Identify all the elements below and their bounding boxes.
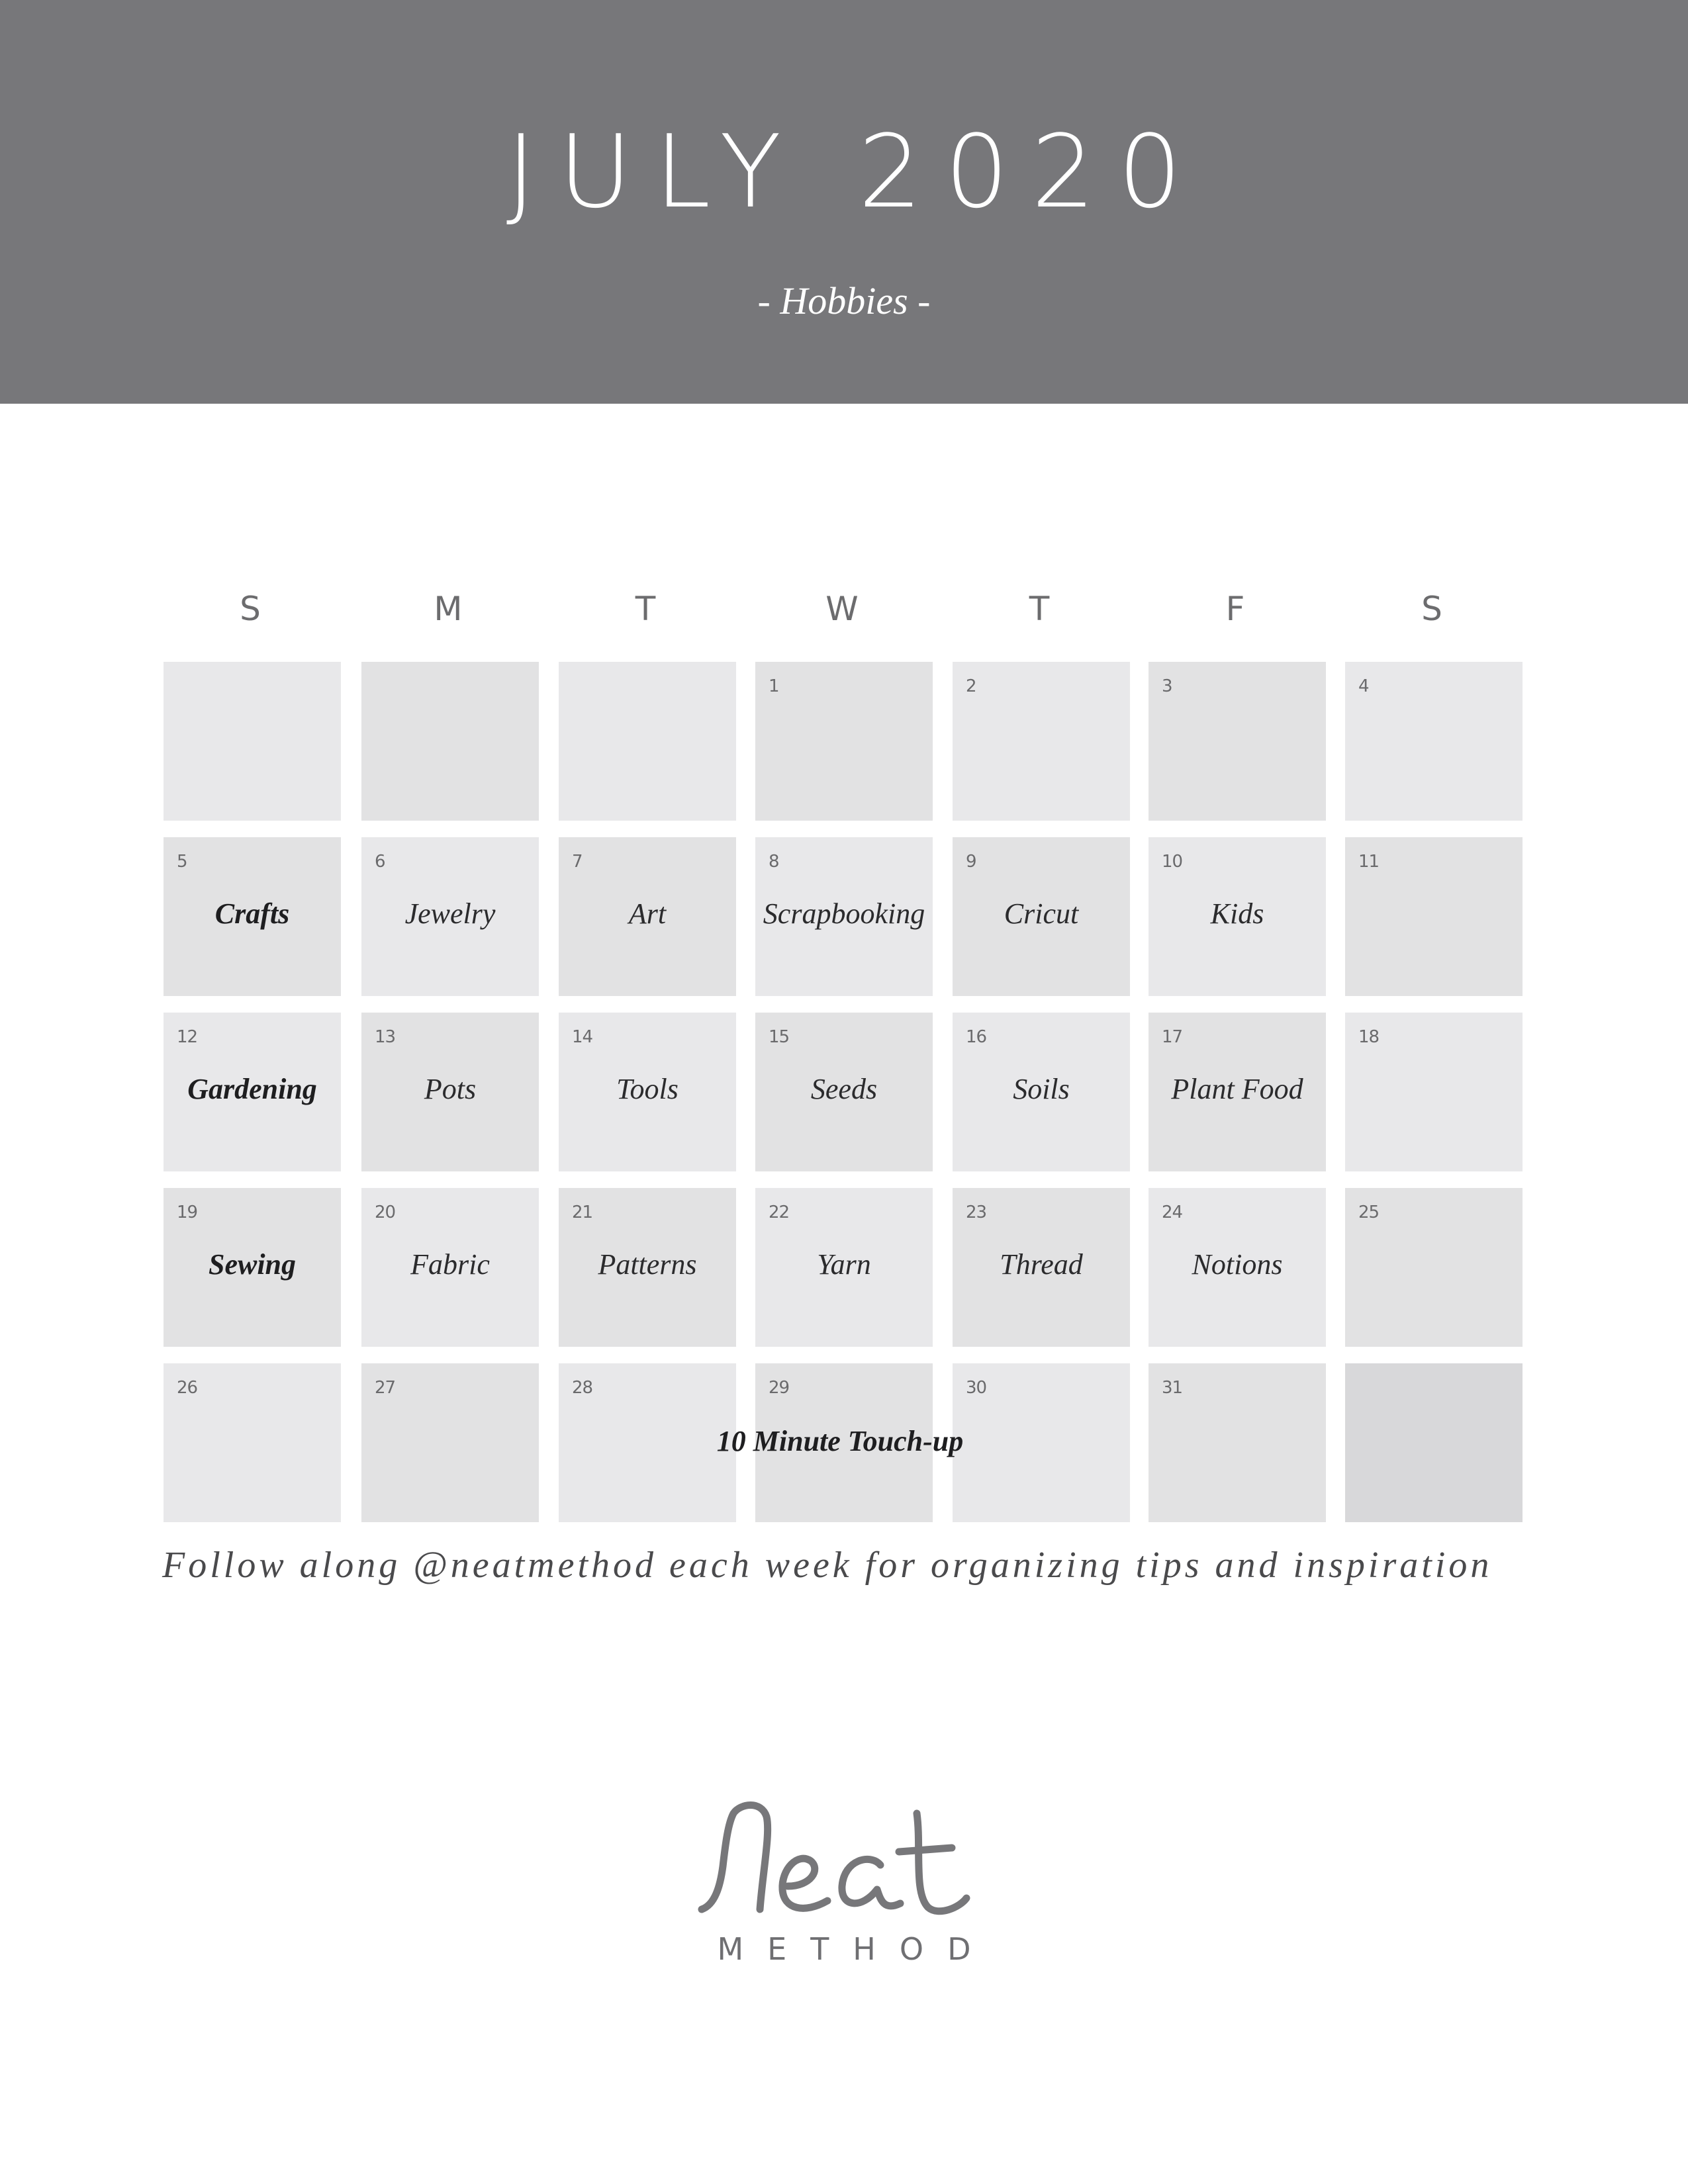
day-of-week-label: F xyxy=(1225,590,1245,628)
day-topic: Yarn xyxy=(817,1248,871,1281)
day-number: 4 xyxy=(1358,676,1369,696)
calendar-day-cell xyxy=(755,1013,933,1171)
day-number: 10 xyxy=(1162,852,1183,872)
day-of-week-label: S xyxy=(1421,590,1442,628)
day-number: 7 xyxy=(572,852,583,872)
calendar-day-cell xyxy=(559,1188,736,1347)
day-number: 20 xyxy=(375,1203,396,1222)
day-topic: Patterns xyxy=(598,1248,697,1281)
calendar-day-cell xyxy=(1345,662,1523,821)
page-title: JULY 2020 xyxy=(506,113,1205,230)
day-number: 15 xyxy=(769,1027,790,1047)
calendar-day-cell xyxy=(361,662,539,821)
day-number: 31 xyxy=(1162,1378,1183,1398)
day-number: 26 xyxy=(177,1378,198,1398)
calendar-day-cell xyxy=(1345,1188,1523,1347)
day-topic: Soils xyxy=(1013,1073,1070,1105)
day-topic: Thread xyxy=(1000,1248,1083,1281)
day-topic: Cricut xyxy=(1004,897,1079,930)
calendar-day-cell xyxy=(1149,1363,1326,1522)
day-number: 8 xyxy=(769,852,779,872)
day-topic: Fabric xyxy=(410,1248,490,1281)
day-of-week-label: S xyxy=(240,590,261,628)
day-number: 13 xyxy=(375,1027,396,1047)
day-number: 18 xyxy=(1358,1027,1380,1047)
day-topic: Art xyxy=(628,897,667,930)
calendar-day-cell xyxy=(164,1363,341,1522)
day-number: 12 xyxy=(177,1027,198,1047)
calendar-day-cell xyxy=(361,1363,539,1522)
calendar-day-cell xyxy=(164,1013,341,1171)
logo-method-text: METHOD xyxy=(717,1931,995,1967)
footer-text: Follow along @neatmethod each week for organizing tips and inspiration xyxy=(162,1545,1493,1586)
calendar-day-cell xyxy=(1345,837,1523,996)
day-topic: Pots xyxy=(424,1073,477,1105)
calendar-day-cell xyxy=(1345,1363,1523,1522)
day-number: 11 xyxy=(1358,852,1380,872)
calendar-day-cell xyxy=(164,662,341,821)
calendar-day-cell xyxy=(755,1188,933,1347)
calendar-day-cell xyxy=(1149,1013,1326,1171)
page-subtitle: - Hobbies - xyxy=(757,279,931,322)
calendar-day-cell xyxy=(1345,1013,1523,1171)
day-number: 24 xyxy=(1162,1203,1183,1222)
day-number: 22 xyxy=(769,1203,790,1222)
day-topic: Plant Food xyxy=(1171,1073,1303,1105)
calendar-day-cell xyxy=(953,837,1130,996)
day-number: 6 xyxy=(375,852,385,872)
calendar-day-cell xyxy=(755,837,933,996)
calendar-day-cell xyxy=(1149,1188,1326,1347)
calendar-day-cell xyxy=(559,1013,736,1171)
calendar-day-cell xyxy=(164,837,341,996)
day-number: 28 xyxy=(572,1378,593,1398)
day-number: 27 xyxy=(375,1378,396,1398)
day-number: 2 xyxy=(966,676,976,696)
day-number: 1 xyxy=(769,676,779,696)
calendar-day-cell xyxy=(361,1188,539,1347)
day-of-week-label: T xyxy=(635,590,656,628)
week-theme-label: Crafts xyxy=(214,897,290,930)
week-theme-label: Gardening xyxy=(187,1073,317,1105)
calendar-day-cell xyxy=(164,1188,341,1347)
calendar-day-cell xyxy=(1149,837,1326,996)
day-of-week-label: T xyxy=(1029,590,1050,628)
calendar-day-cell xyxy=(953,662,1130,821)
day-number: 17 xyxy=(1162,1027,1183,1047)
calendar-day-cell xyxy=(1149,662,1326,821)
day-number: 23 xyxy=(966,1203,987,1222)
neat-logo-icon xyxy=(688,1787,1019,1933)
day-number: 25 xyxy=(1358,1203,1380,1222)
day-number: 30 xyxy=(966,1378,987,1398)
calendar-day-cell xyxy=(755,662,933,821)
day-topic: Kids xyxy=(1210,897,1264,930)
touchup-label: 10 Minute Touch-up xyxy=(716,1425,964,1457)
day-number: 16 xyxy=(966,1027,987,1047)
calendar-day-cell xyxy=(361,837,539,996)
day-topic: Scrapbooking xyxy=(763,897,925,930)
calendar-day-cell xyxy=(559,662,736,821)
calendar-day-cell xyxy=(361,1013,539,1171)
day-topic: Notions xyxy=(1192,1248,1283,1281)
day-number: 3 xyxy=(1162,676,1172,696)
header-banner xyxy=(0,0,1688,404)
day-topic: Seeds xyxy=(810,1073,878,1105)
week-theme-label: Sewing xyxy=(208,1248,297,1281)
day-number: 21 xyxy=(572,1203,593,1222)
day-number: 9 xyxy=(966,852,976,872)
calendar-day-cell xyxy=(559,837,736,996)
day-number: 29 xyxy=(769,1378,790,1398)
day-number: 5 xyxy=(177,852,187,872)
calendar-day-cell xyxy=(953,1188,1130,1347)
day-of-week-label: M xyxy=(434,590,463,628)
day-of-week-label: W xyxy=(825,590,859,628)
day-number: 19 xyxy=(177,1203,198,1222)
day-number: 14 xyxy=(572,1027,593,1047)
calendar-day-cell xyxy=(953,1013,1130,1171)
day-topic: Jewelry xyxy=(404,897,496,930)
day-topic: Tools xyxy=(616,1073,679,1105)
